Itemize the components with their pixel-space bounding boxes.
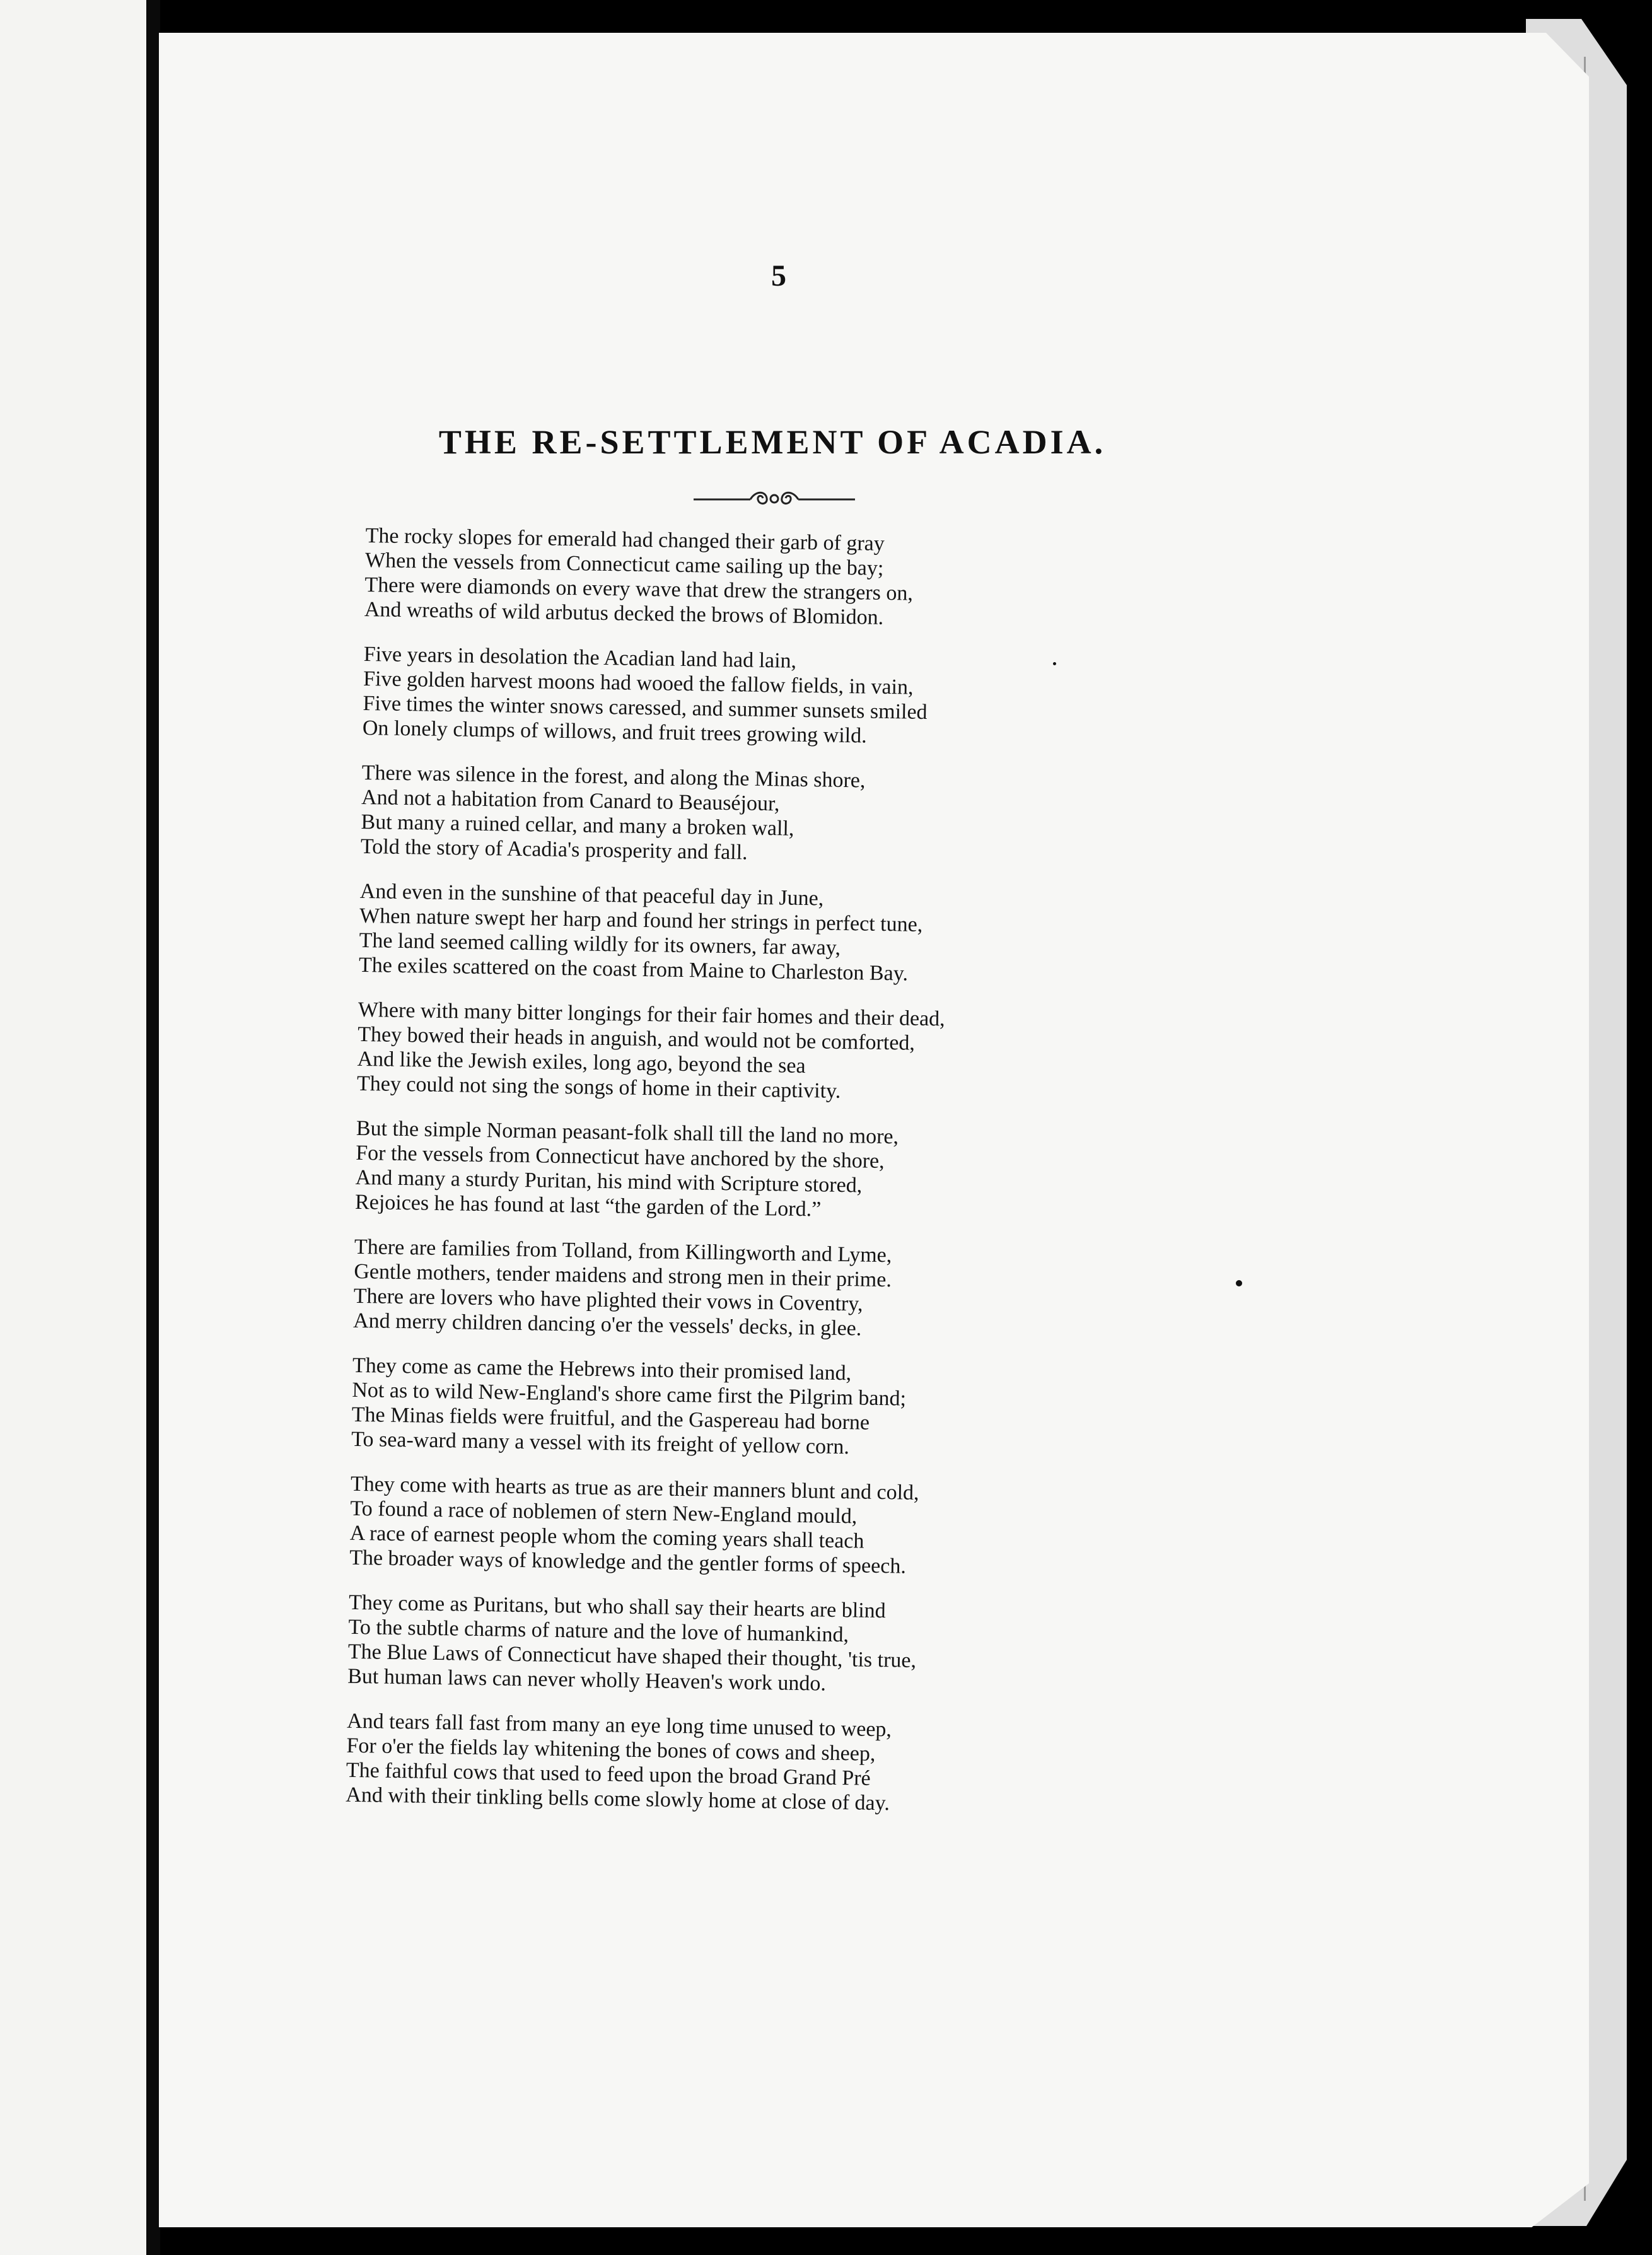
poem-line: Rejoices he has found at last “the garden of the Lord.” — [354, 1190, 822, 1221]
poem-stanza — [363, 642, 1133, 752]
poem-stanza — [349, 1472, 1120, 1582]
scroll-ornament-icon — [692, 486, 856, 511]
poem-line: And even in the sunshine of that peaceful day in June, — [359, 879, 824, 911]
poem-line: When the vessels from Connecticut came sailing up the bay; — [364, 548, 884, 580]
poem-body — [346, 523, 1135, 1839]
poem-line: And merry children dancing o'er the vessels' decks, in glee. — [352, 1308, 862, 1341]
poem-stanza — [361, 760, 1131, 871]
poem-stanza — [353, 1235, 1124, 1345]
poem-stanza — [357, 998, 1127, 1108]
poem-line: And many a sturdy Puritan, his mind with Scripture stored, — [355, 1165, 863, 1197]
poem-line: And with their tinkling bells come slowly home at close of day. — [346, 1783, 890, 1815]
poem-line: And wreaths of wild arbutus decked the brows of Blomidon. — [364, 597, 884, 629]
poem-stanza — [346, 1709, 1116, 1819]
poem-line: The Minas fields were fruitful, and the Gaspereau had borne — [351, 1402, 870, 1435]
poem-line: Five golden harvest moons had wooed the fallow fields, in vain, — [363, 667, 914, 699]
page-number: 5 — [771, 259, 786, 293]
poem-line: For o'er the fields lay whitening the bones of cows and sheep, — [346, 1733, 876, 1766]
poem-stanza — [364, 523, 1135, 634]
poem-line: And like the Jewish exiles, long ago, beyond the sea — [357, 1047, 806, 1078]
poem-stanza — [359, 879, 1129, 989]
poem-line: The land seemed calling wildly for its owners, far away, — [359, 928, 841, 960]
poem-line: The rocky slopes for emerald had changed their garb of gray — [365, 523, 885, 556]
poem-line: Where with many bitter longings for their fair homes and their dead, — [358, 998, 945, 1031]
ink-speck — [1236, 1280, 1242, 1286]
poem-line: But human laws can never wholly Heaven's work undo. — [347, 1664, 827, 1696]
poem-line: There are families from Tolland, from Killingworth and Lyme, — [354, 1235, 892, 1267]
poem-line: They could not sing the songs of home in their captivity. — [356, 1071, 841, 1103]
poem-line: They come as came the Hebrews into their promised land, — [352, 1353, 852, 1385]
poem-line: Five years in desolation the Acadian land had lain, — [363, 642, 797, 673]
poem-line: A race of earnest people whom the coming years shall teach — [349, 1521, 864, 1553]
poem-line: The Blue Laws of Connecticut have shaped their thought, 'tis true, — [347, 1640, 917, 1672]
poem-stanza — [355, 1116, 1126, 1227]
poem-line: Five times the winter snows caressed, and summer sunsets smiled — [363, 691, 928, 725]
poem-line: For the vessels from Connecticut have anchored by the shore, — [356, 1141, 885, 1174]
poem-line: On lonely clumps of willows, and fruit trees growing wild. — [362, 716, 867, 748]
poem-line: They come as Puritans, but who shall say their hearts are blind — [348, 1590, 886, 1623]
poem-line: The exiles scattered on the coast from Maine to Charleston Bay. — [358, 953, 909, 986]
poem-line: But the simple Norman peasant-folk shall till the land no more, — [356, 1116, 899, 1149]
poem-title: THE RE-SETTLEMENT OF ACADIA. — [438, 423, 1107, 461]
poem-line: To found a race of noblemen of stern New-England mould, — [350, 1496, 858, 1529]
poem-line: They come with hearts as true as are their manners blunt and cold, — [350, 1472, 919, 1505]
poem-line: Told the story of Acadia's prosperity and fall. — [360, 834, 748, 865]
facing-page-edge — [0, 0, 151, 2255]
poem-line: And tears fall fast from many an eye long time unused to weep, — [346, 1709, 892, 1742]
book-gutter — [146, 0, 160, 2255]
poem-line: The faithful cows that used to feed upon the broad Grand Pré — [346, 1758, 871, 1790]
poem-stanza — [351, 1353, 1122, 1464]
poem-line: Gentle mothers, tender maidens and strong men in their prime. — [354, 1259, 892, 1292]
poem-line: And not a habitation from Canard to Beauséjour, — [361, 785, 780, 816]
poem-line: There was silence in the forest, and along the Minas shore, — [361, 760, 866, 793]
poem-line: There are lovers who have plighted their vows in Coventry, — [353, 1284, 863, 1316]
poem-line: They bowed their heads in anguish, and would not be comforted, — [357, 1022, 916, 1055]
ink-speck — [1053, 662, 1056, 665]
poem-line: There were diamonds on every wave that drew the strangers on, — [364, 573, 914, 605]
poem-line: Not as to wild New-England's shore came first the Pilgrim band; — [352, 1378, 907, 1411]
poem-line: To sea-ward many a vessel with its freight of yellow corn. — [351, 1427, 850, 1459]
poem-line: When nature swept her harp and found her strings in perfect tune, — [359, 904, 923, 936]
poem-line: To the subtle charms of nature and the love of humankind, — [348, 1615, 849, 1647]
poem-stanza — [347, 1590, 1118, 1701]
poem-line: The broader ways of knowledge and the gentler forms of speech. — [349, 1546, 907, 1578]
poem-line: But many a ruined cellar, and many a broken wall, — [361, 810, 794, 841]
